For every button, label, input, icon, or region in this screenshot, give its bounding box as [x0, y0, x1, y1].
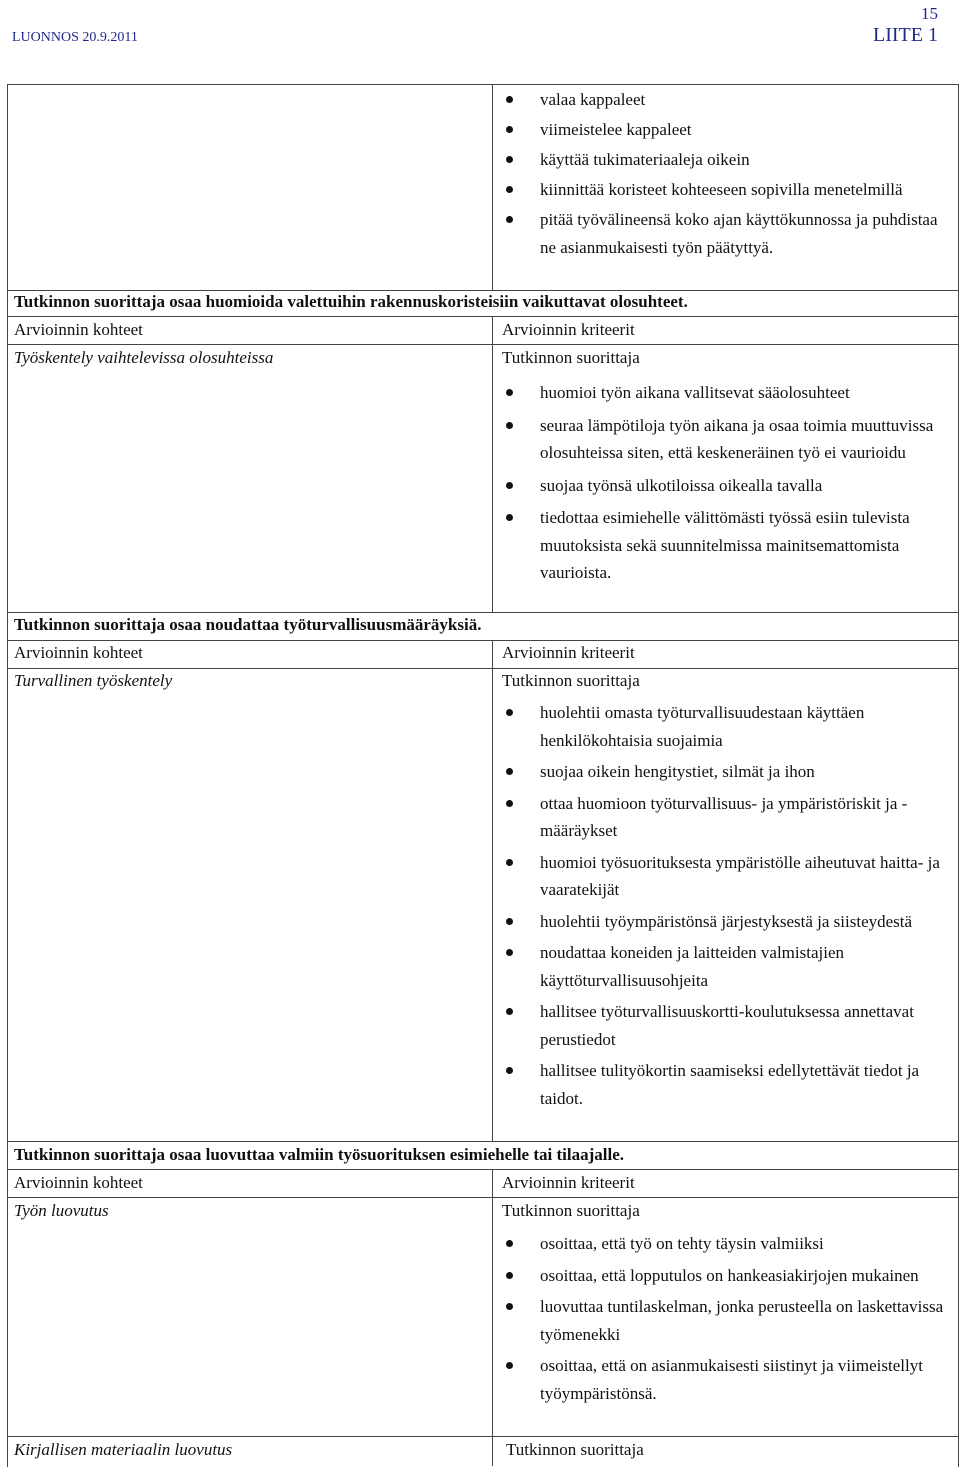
list-item: käyttää tukimateriaaleja oikein [505, 146, 955, 174]
row-divider [7, 640, 958, 641]
column-header-criteria: Arvioinnin kriteerit [502, 1173, 635, 1192]
criteria-lead: Tutkinnon suorittaja [502, 671, 640, 690]
list-item: valaa kappaleet [505, 86, 955, 114]
list-item: huomioi työn aikana vallitsevat sääolosuhteet [505, 379, 955, 407]
list-item: viimeistelee kappaleet [505, 116, 955, 144]
column-divider [492, 316, 493, 612]
assessment-target: Työn luovutus [14, 1201, 109, 1220]
appendix-label: LIITE 1 [873, 24, 938, 46]
assessment-target: Työskentely vaihtelevissa olosuhteissa [14, 348, 274, 367]
criteria-lead: Tutkinnon suorittaja [502, 348, 640, 367]
column-header-targets: Arvioinnin kohteet [14, 1173, 143, 1192]
column-divider [492, 84, 493, 290]
list-item: huolehtii työympäristönsä järjestyksestä ja siisteydestä [505, 908, 955, 936]
row-divider [7, 1197, 958, 1198]
column-header-targets: Arvioinnin kohteet [14, 320, 143, 339]
list-item: huolehtii omasta työturvallisuudestaan käyttäen henkilökohtaisia suojaimia [505, 699, 955, 754]
assessment-target: Turvallinen työskentely [14, 671, 173, 690]
assessment-target: Kirjallisen materiaalin luovutus [14, 1440, 233, 1459]
column-header-criteria: Arvioinnin kriteerit [502, 643, 635, 662]
criteria-list-handover [505, 1230, 955, 1407]
list-item: suojaa työnsä ulkotiloissa oikealla tavalla [505, 472, 955, 500]
row-divider [7, 316, 958, 317]
list-item: pitää työvälineensä koko ajan käyttökunnossa ja puhdistaa ne asianmukaisesti työn päätyttyä. [505, 206, 955, 261]
criteria-list-safety [505, 699, 955, 1112]
list-item: osoittaa, että työ on tehty täysin valmiiksi [505, 1230, 955, 1258]
list-item: ottaa huomioon työturvallisuus- ja ympäristöriskit ja -määräykset [505, 790, 955, 845]
criteria-lead: Tutkinnon suorittaja [502, 1201, 640, 1220]
list-item: osoittaa, että lopputulos on hankeasiakirjojen mukainen [505, 1262, 955, 1290]
column-header-criteria: Arvioinnin kriteerit [502, 320, 635, 339]
section-heading: Tutkinnon suorittaja osaa noudattaa työturvallisuusmääräyksiä. [14, 615, 482, 634]
row-divider [7, 1169, 958, 1170]
list-item: hallitsee työturvallisuuskortti-koulutuksessa annettavat perustiedot [505, 998, 955, 1053]
criteria-lead: Tutkinnon suorittaja [506, 1440, 644, 1459]
section-heading: Tutkinnon suorittaja osaa huomioida valettuihin rakennuskoristeisiin vaikuttavat olosuhteet. [14, 292, 688, 311]
draft-stamp: LUONNOS 20.9.2011 [12, 30, 138, 45]
page-number: 15 [921, 4, 938, 23]
column-divider [492, 640, 493, 1141]
section-heading: Tutkinnon suorittaja osaa luovuttaa valmiin työsuorituksen esimiehelle tai tilaajalle. [14, 1145, 624, 1164]
list-item: luovuttaa tuntilaskelman, jonka perusteella on laskettavissa työmenekki [505, 1293, 955, 1348]
list-item: hallitsee tulityökortin saamiseksi edellytettävät tiedot ja taidot. [505, 1057, 955, 1112]
list-item: kiinnittää koristeet kohteeseen sopivilla menetelmillä [505, 176, 955, 204]
list-item: noudattaa koneiden ja laitteiden valmistajien käyttöturvallisuusohjeita [505, 939, 955, 994]
criteria-list-conditions [505, 379, 955, 592]
column-header-targets: Arvioinnin kohteet [14, 643, 143, 662]
list-item: seuraa lämpötiloja työn aikana ja osaa toimia muuttuvissa olosuhteissa siten, että keskeneräinen työ ei vaurioidu [505, 412, 955, 467]
list-item: suojaa oikein hengitystiet, silmät ja ihon [505, 758, 955, 786]
list-item: osoittaa, että on asianmukaisesti siistinyt ja viimeistellyt työympäristönsä. [505, 1352, 955, 1407]
list-item: tiedottaa esimiehelle välittömästi työssä esiin tulevista muutoksista sekä suunnitelmissa mainitsemattomista vaurioista. [505, 504, 955, 587]
column-divider [492, 1169, 493, 1466]
list-item: huomioi työsuorituksesta ympäristölle aiheutuvat haitta- ja vaaratekijät [505, 849, 955, 904]
criteria-list-casting [505, 86, 955, 261]
